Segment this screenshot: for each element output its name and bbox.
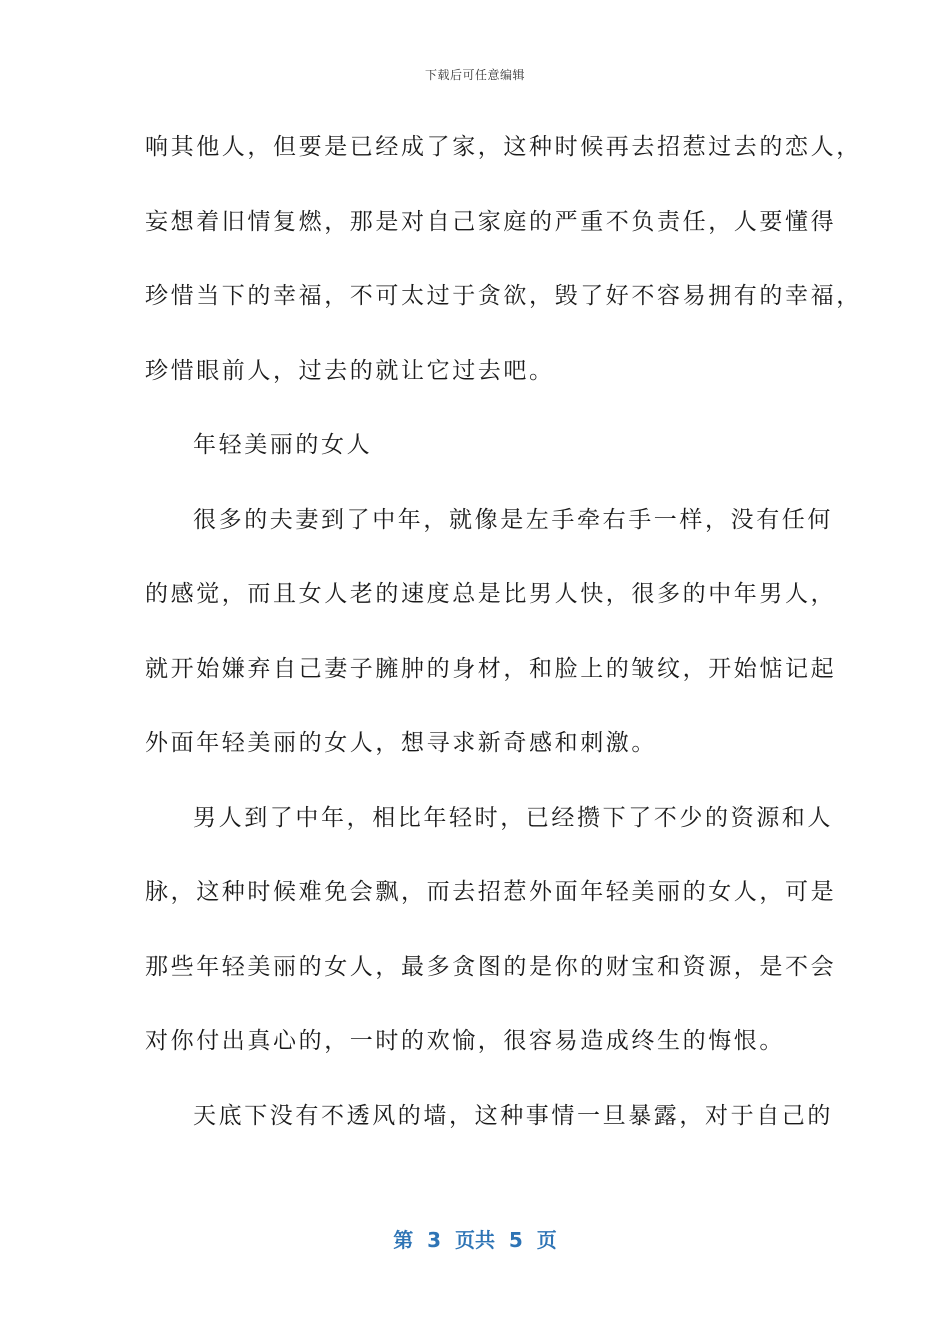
text-line: 脉，这种时候难免会飘，而去招惹外面年轻美丽的女人，可是: [145, 879, 837, 905]
text-line: 很多的夫妻到了中年，就像是左手牵右手一样，没有任何: [193, 506, 833, 533]
header-note: 下载后可任意编辑: [424, 68, 525, 82]
text-line: 对你付出真心的，一时的欢愉，很容易造成终生的悔恨。: [145, 1028, 785, 1054]
text-line: 男人到了中年，相比年轻时，已经攒下了不少的资源和人: [193, 804, 833, 831]
text-line: 的感觉，而且女人老的速度总是比男人快，很多的中年男人，: [145, 581, 837, 607]
text-line: 就开始嫌弃自己妻子臃肿的身材，和脸上的皱纹，开始惦记起: [145, 655, 837, 682]
text-line: 响其他人，但要是已经成了家，这种时候再去招惹过去的恋人，: [145, 134, 862, 160]
text-line: 外面年轻美丽的女人，想寻求新奇感和刺激。: [145, 730, 657, 756]
document-body: [145, 124, 862, 1167]
text-line: 天底下没有不透风的墙，这种事情一旦暴露，对于自己的: [193, 1102, 833, 1129]
text-line: 妄想着旧情复燃，那是对自己家庭的严重不负责任，人要懂得: [145, 208, 837, 235]
text-line: 那些年轻美丽的女人，最多贪图的是你的财宝和资源，是不会: [145, 953, 837, 980]
page-number: 第 3 页共 5 页: [393, 1228, 557, 1252]
text-line: 珍惜眼前人，过去的就让它过去吧。: [145, 357, 555, 384]
text-line: 珍惜当下的幸福，不可太过于贪欲，毁了好不容易拥有的幸福，: [145, 283, 862, 309]
section-heading: 年轻美丽的女人: [193, 432, 373, 458]
